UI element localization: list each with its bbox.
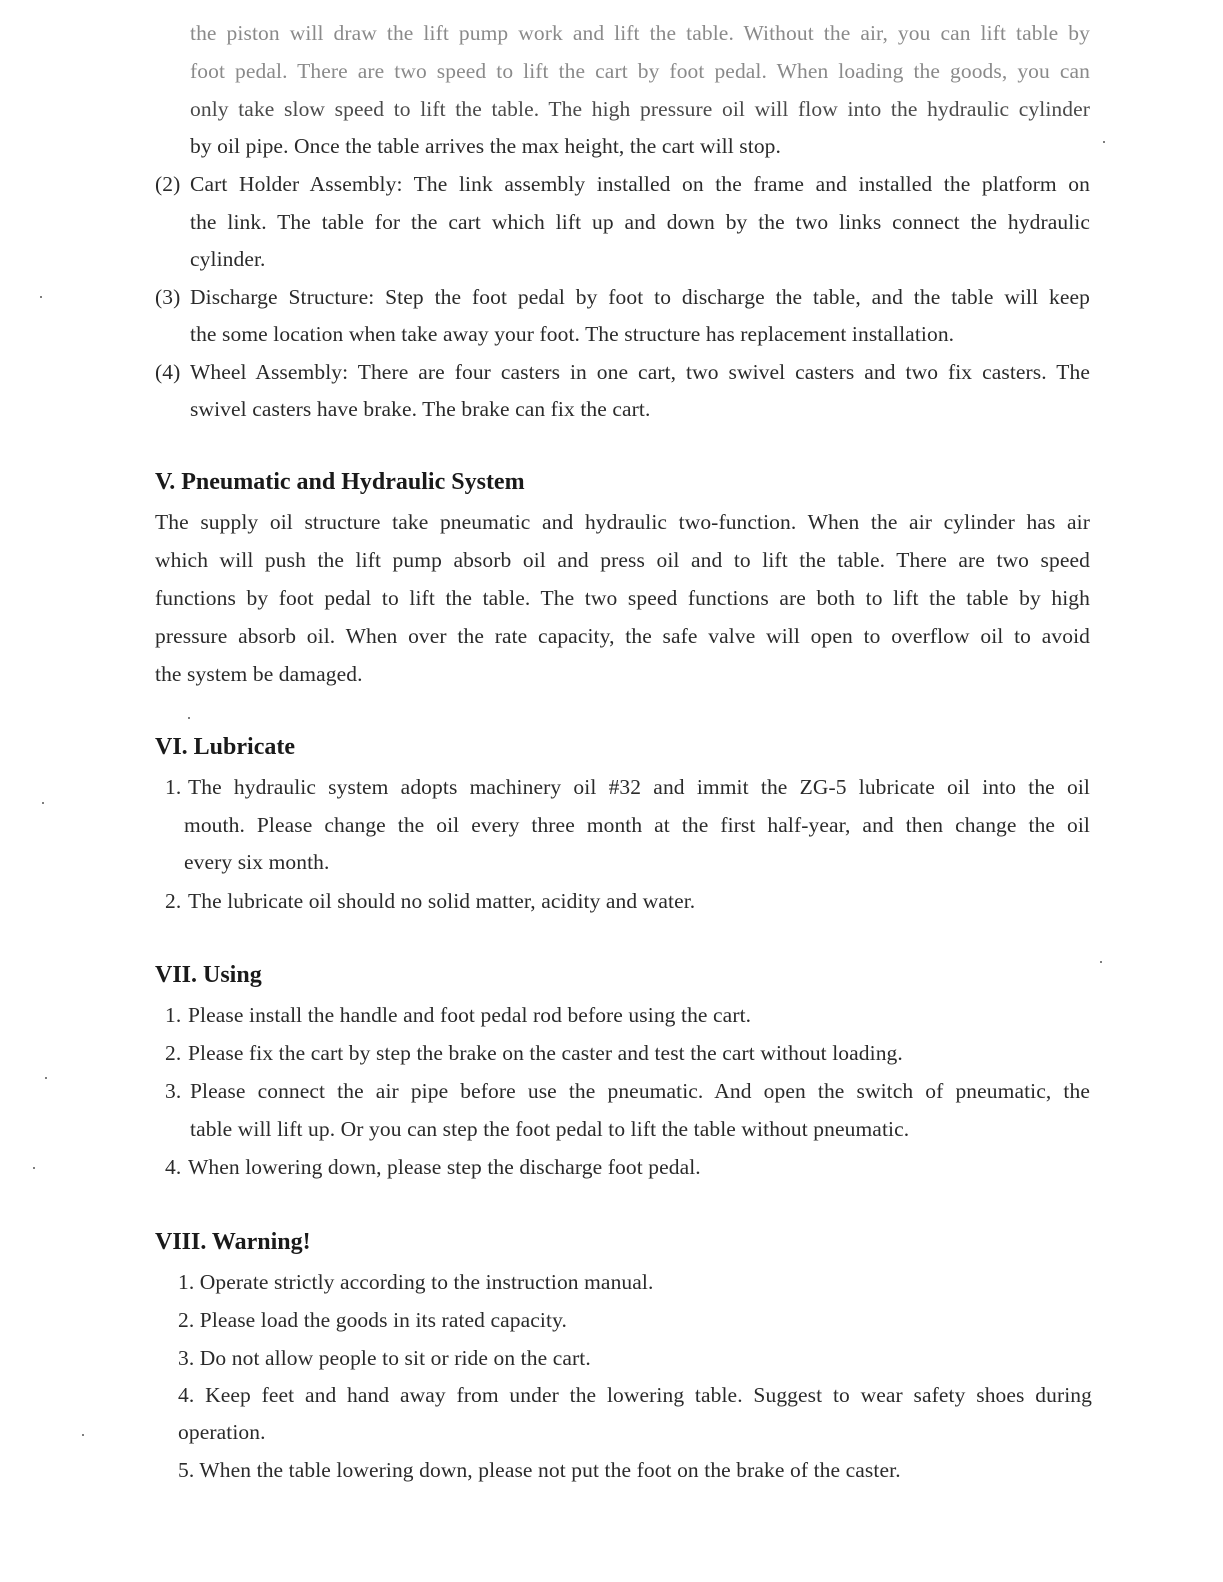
section-heading: V. Pneumatic and Hydraulic System: [155, 469, 525, 495]
list-item-number: 1.: [165, 775, 182, 799]
text-line: The lubricate oil should no solid matter, acidity and water.: [188, 889, 696, 913]
text-line: by oil pipe. Once the table arrives the max height, the cart will stop.: [190, 134, 782, 158]
list-item-number: (2): [155, 172, 181, 196]
text-line: which will push the lift pump absorb oil and press oil and to lift the table. There are two speed: [155, 548, 1090, 572]
warning-item: 1. Operate strictly according to the instruction manual.: [178, 1270, 654, 1294]
text-line: foot pedal. There are two speed to lift the cart by foot pedal. When loading the goods, you can: [190, 59, 1090, 83]
text-line: Wheel Assembly: There are four casters in one cart, two swivel casters and two fix casters. The: [190, 360, 1090, 384]
list-item-number: 1.: [165, 1003, 182, 1027]
section-heading: VII. Using: [155, 962, 262, 988]
warning-item: 4. Keep feet and hand away from under the lowering table. Suggest to wear safety shoes during: [178, 1383, 1092, 1407]
section-heading: VI. Lubricate: [155, 734, 295, 760]
list-item-number: (4): [155, 360, 181, 384]
text-line: When lowering down, please step the discharge foot pedal.: [188, 1155, 701, 1179]
warning-item: 5. When the table lowering down, please not put the foot on the brake of the caster.: [178, 1458, 901, 1482]
warning-item: 2. Please load the goods in its rated capacity.: [178, 1308, 568, 1332]
list-item-number: 2.: [165, 889, 182, 913]
scan-speck: [42, 802, 44, 804]
text-line: Please fix the cart by step the brake on the caster and test the cart without loading.: [188, 1041, 903, 1065]
text-line: the piston will draw the lift pump work and lift the table. Without the air, you can lift table by: [190, 21, 1090, 45]
list-item-number: 4.: [165, 1155, 182, 1179]
list-item-number: 3.: [165, 1079, 182, 1103]
text-line: The supply oil structure take pneumatic and hydraulic two-function. When the air cylinder has air: [155, 510, 1090, 534]
scan-speck: [188, 717, 190, 719]
scan-speck: [1103, 141, 1105, 143]
text-line: Cart Holder Assembly: The link assembly installed on the frame and installed the platform on: [190, 172, 1090, 196]
text-line: Please connect the air pipe before use the pneumatic. And open the switch of pneumatic, the: [190, 1079, 1090, 1103]
text-line: the link. The table for the cart which lift up and down by the two links connect the hydraulic: [190, 210, 1090, 234]
text-line: every six month.: [184, 850, 330, 874]
text-line: functions by foot pedal to lift the table. The two speed functions are both to lift the table by high: [155, 586, 1090, 610]
text-line: swivel casters have brake. The brake can fix the cart.: [190, 397, 651, 421]
text-line: table will lift up. Or you can step the foot pedal to lift the table without pneumatic.: [190, 1117, 910, 1141]
list-item-number: 2.: [165, 1041, 182, 1065]
scan-speck: [33, 1167, 35, 1169]
text-line: pressure absorb oil. When over the rate capacity, the safe valve will open to overflow oil to avoid: [155, 624, 1090, 648]
text-line: Discharge Structure: Step the foot pedal by foot to discharge the table, and the table will keep: [190, 285, 1090, 309]
warning-item: 3. Do not allow people to sit or ride on the cart.: [178, 1346, 591, 1370]
text-line: the system be damaged.: [155, 662, 363, 686]
list-item-number: (3): [155, 285, 181, 309]
text-line: Please install the handle and foot pedal rod before using the cart.: [188, 1003, 752, 1027]
section-heading: VIII. Warning!: [155, 1229, 311, 1255]
text-line: cylinder.: [190, 247, 266, 271]
scan-speck: [40, 296, 42, 298]
text-line: The hydraulic system adopts machinery oil #32 and immit the ZG-5 lubricate oil into the oil: [188, 775, 1090, 799]
warning-item-continuation: operation.: [178, 1420, 266, 1444]
scan-speck: [82, 1434, 84, 1436]
scan-speck: [1100, 961, 1102, 963]
scan-speck: [45, 1077, 47, 1079]
text-line: only take slow speed to lift the table. The high pressure oil will flow into the hydraulic cylinder: [190, 97, 1090, 121]
text-line: mouth. Please change the oil every three month at the first half-year, and then change the oil: [184, 813, 1090, 837]
text-line: the some location when take away your foot. The structure has replacement installation.: [190, 322, 955, 346]
